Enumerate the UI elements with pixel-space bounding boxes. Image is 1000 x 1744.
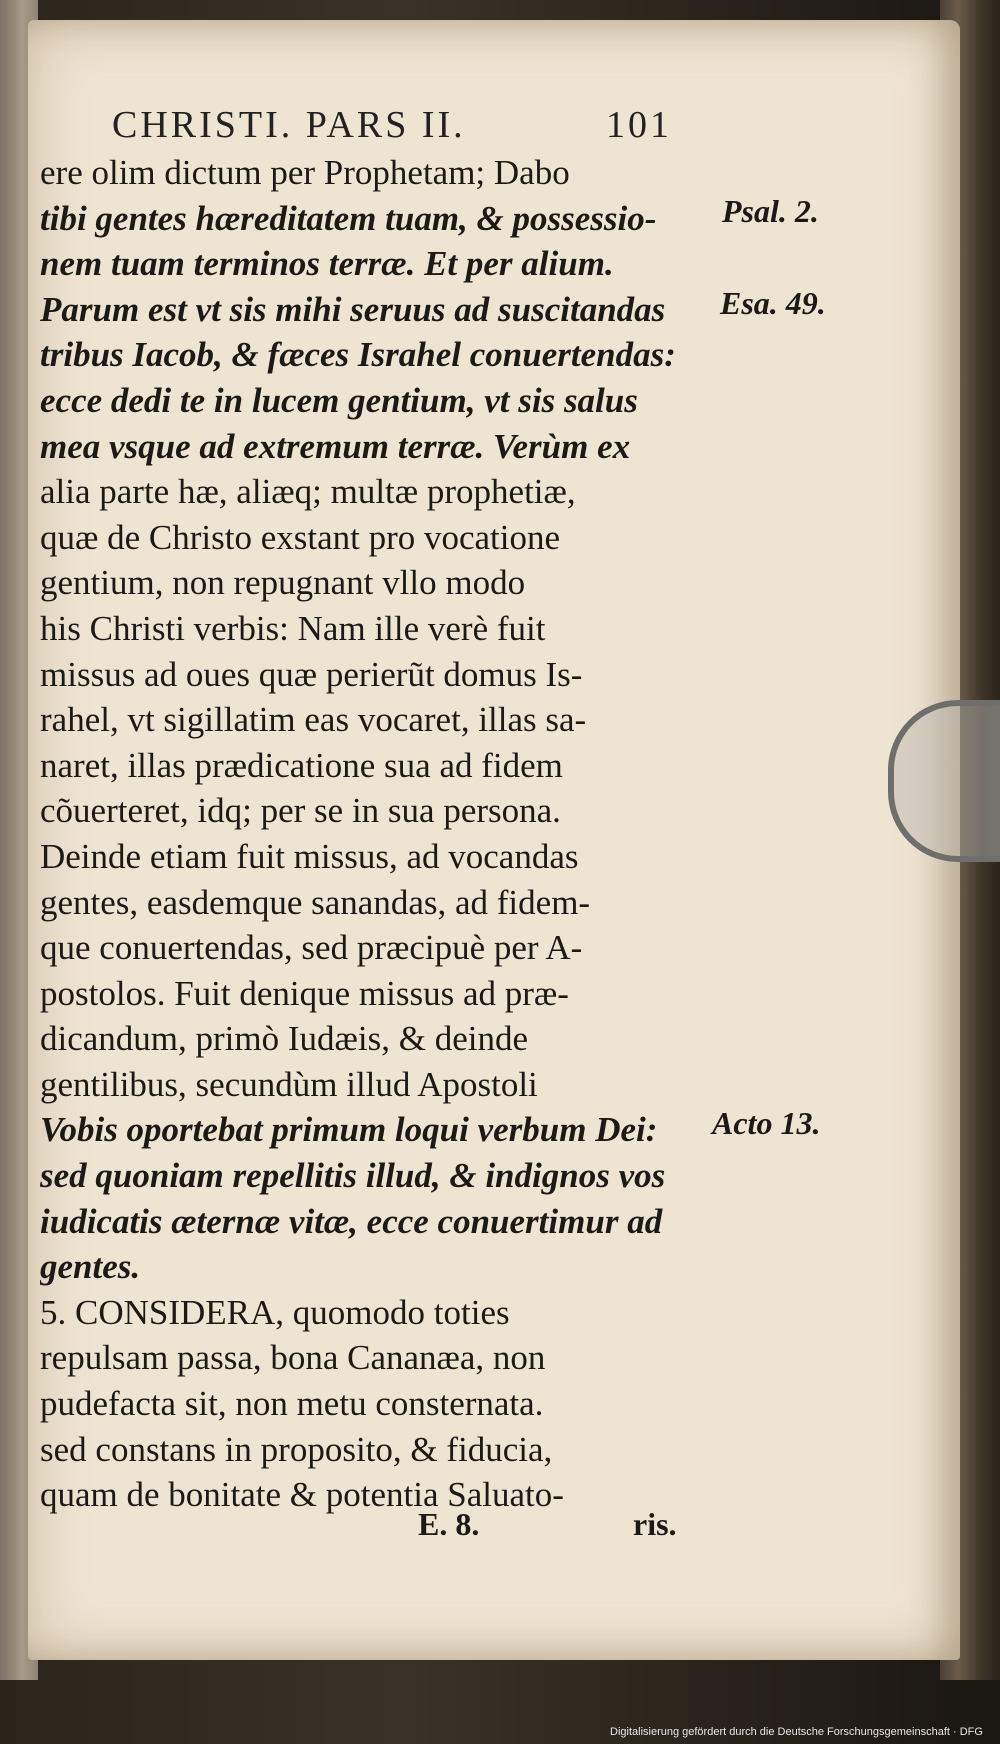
text-line: pudefacta sit, non metu consternata. (40, 1384, 544, 1424)
text-line: gentes, easdemque sanandas, ad fidem- (40, 882, 591, 922)
text-line: alia parte hæ, aliæq; multæ prophetiæ, (40, 472, 576, 512)
text-line: Vobis oportebat primum loqui verbum Dei: (40, 1110, 658, 1150)
digitization-credit: Digitalisierung gefördert durch die Deutsche Forschungsgemeinschaft · DFG (610, 1726, 983, 1738)
text-line: rahel, vt sigillatim eas vocaret, illas sa- (40, 700, 587, 740)
text-line: mea vsque ad extremum terræ. Verùm ex (40, 426, 631, 466)
text-line: quam de bonitate & potentia Saluato- (40, 1475, 564, 1515)
text-line: quæ de Christo exstant pro vocatione (40, 517, 561, 557)
text-line: gentes. (40, 1247, 141, 1287)
margin-note: Esa. 49. (720, 285, 826, 321)
running-header (112, 103, 672, 147)
text-line: repulsam passa, bona Cananæa, non (40, 1338, 546, 1378)
text-line: sed quoniam repellitis illud, & indignos vos (40, 1156, 666, 1196)
text-line: 5. CONSIDERA, quomodo toties (40, 1292, 510, 1332)
page-clip (888, 700, 1000, 862)
text-line: que conuertendas, sed præcipuè per A- (40, 928, 583, 968)
text-line: naret, illas prædicatione sua ad fidem (40, 745, 563, 785)
text-line: gentilibus, secundùm illud Apostoli (40, 1064, 538, 1104)
text-line: cõuerteret, idq; per se in sua persona. (40, 791, 561, 831)
text-line: gentium, non repugnant vllo modo (40, 563, 526, 603)
text-line: ere olim dictum per Prophetam; Dabo (40, 153, 570, 192)
margin-note: Acto 13. (712, 1105, 821, 1141)
text-line: missus ad oues quæ perierũt domus Is- (40, 654, 583, 694)
text-line: Parum est vt sis mihi seruus ad suscitandas (40, 289, 666, 329)
text-line: nem tuam terminos terræ. Et per alium. (40, 244, 614, 284)
text-line: tibi gentes hæreditatem tuam, & possessio- (40, 198, 657, 238)
text-line: tribus Iacob, & fæces Israhel conuertendas: (40, 335, 676, 375)
page-number: 101 (606, 104, 672, 146)
catchword: ris. (633, 1506, 677, 1542)
text-line: his Christi verbis: Nam ille verè fuit (40, 608, 546, 648)
text-line: Deinde etiam fuit missus, ad vocandas (40, 836, 579, 876)
body-text (40, 150, 680, 1518)
text-line: iudicatis æternæ vitæ, ecce conuertimur ad (40, 1201, 663, 1241)
text-line: sed constans in proposito, & fiducia, (40, 1429, 553, 1469)
margin-note: Psal. 2. (722, 193, 819, 229)
text-line: ecce dedi te in lucem gentium, vt sis salus (40, 380, 638, 420)
text-line: dicandum, primò Iudæis, & deinde (40, 1019, 528, 1059)
signature-mark: E. 8. (418, 1506, 480, 1542)
running-title: CHRISTI. PARS II. (112, 104, 466, 146)
text-line: postolos. Fuit denique missus ad præ- (40, 973, 569, 1013)
